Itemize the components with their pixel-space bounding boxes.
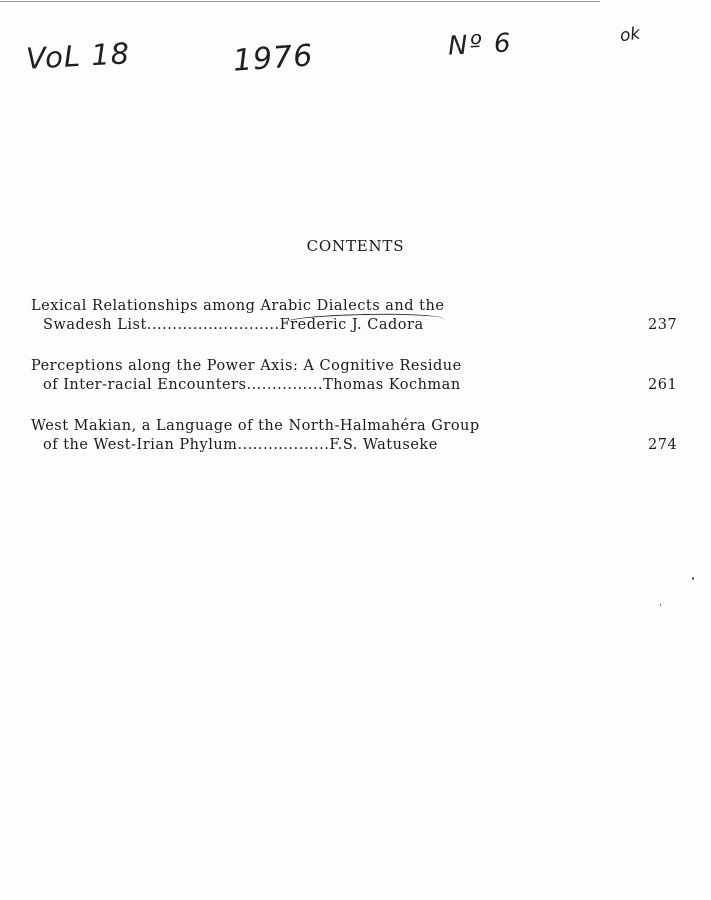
entry-continuation-line [43, 377, 461, 393]
dot-leader: .......................... [146, 317, 280, 333]
entry-continuation-line [43, 437, 438, 453]
entry-author: Thomas Kochman [323, 377, 461, 393]
entry-title: West Makian, a Language of the North-Halmahéra Group [31, 418, 480, 434]
top-edge-rule [0, 1, 600, 2]
scan-speck [692, 577, 694, 580]
handwritten-issue-number: Nº 6 [447, 28, 514, 62]
handwritten-check-mark: ok [618, 23, 642, 47]
entry-title-continuation: of Inter-racial Encounters [43, 377, 247, 393]
entry-title: Lexical Relationships among Arabic Dialects and the [31, 298, 445, 314]
entry-title-continuation: of the West-Irian Phylum [43, 437, 238, 453]
handwritten-year: 1976 [231, 38, 315, 79]
contents-heading: CONTENTS [306, 237, 405, 255]
entry-title-continuation: Swadesh List [43, 317, 147, 333]
entry-page-number: 274 [648, 437, 678, 453]
handwritten-volume: VoL 18 [25, 36, 131, 76]
dot-leader: ............... [246, 377, 324, 393]
dot-leader: .................. [237, 437, 330, 453]
entry-title: Perceptions along the Power Axis: A Cognitive Residue [31, 358, 462, 374]
scan-speck [660, 604, 661, 606]
entry-author: F.S. Watuseke [329, 437, 438, 453]
entry-page-number: 237 [648, 317, 678, 333]
entry-author: Frederic J. Cadora [279, 317, 424, 333]
entry-page-number: 261 [648, 377, 678, 393]
